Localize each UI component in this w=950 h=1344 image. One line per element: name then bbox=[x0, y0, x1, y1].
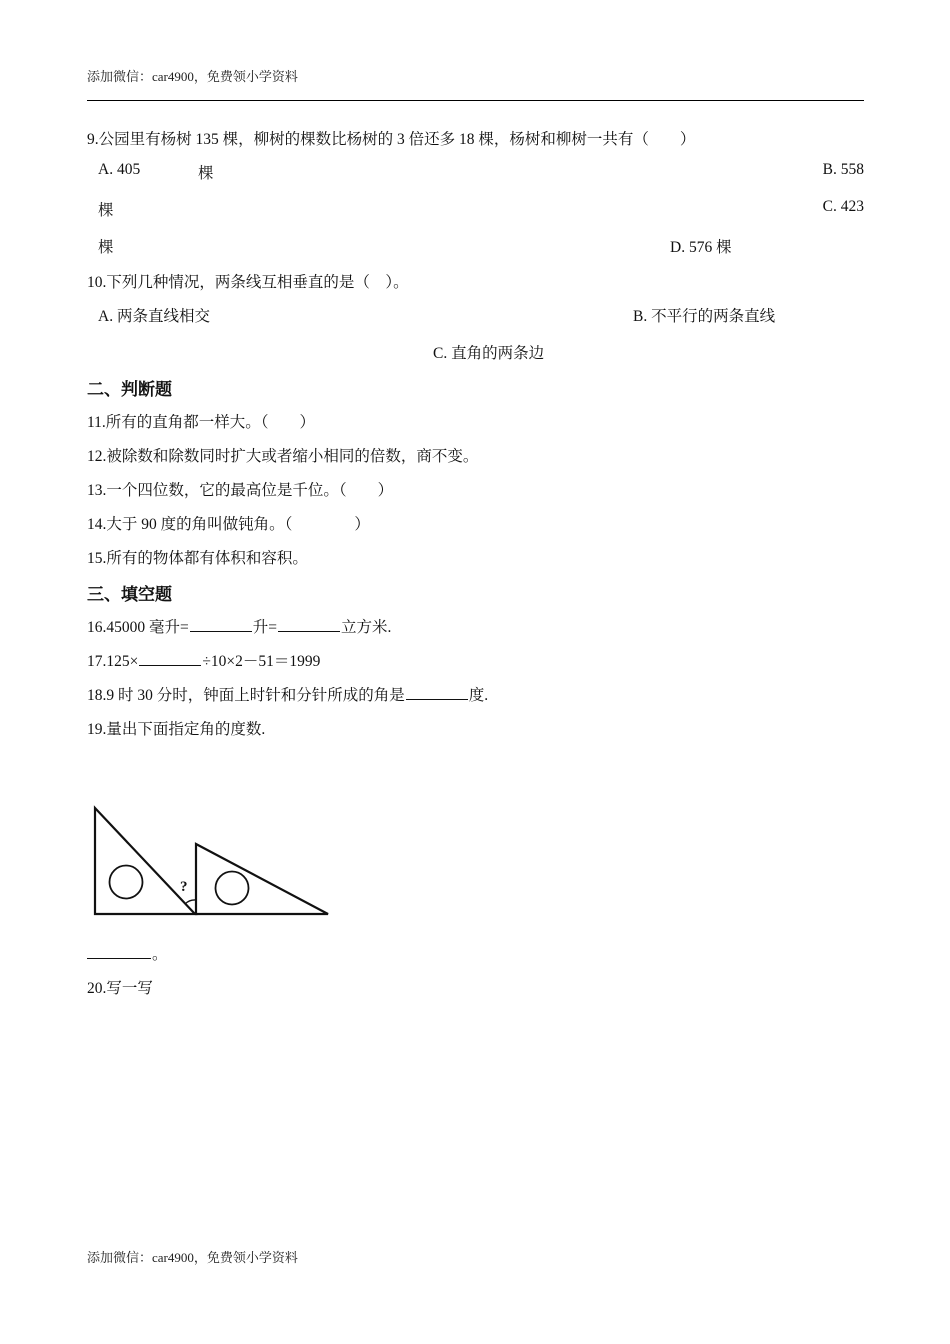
q9-option-b-unit: 棵 bbox=[98, 202, 114, 219]
section-title-judgement: 二、判断题 bbox=[87, 380, 172, 400]
q20-stem: 20.写一写 bbox=[87, 980, 153, 997]
q16-blank-2[interactable] bbox=[278, 630, 340, 632]
q17-text bbox=[87, 649, 320, 671]
right-triangle-hole bbox=[216, 872, 249, 905]
q16-part1: 16.45000 毫升= bbox=[87, 619, 189, 636]
q19-answer-suffix: 。 bbox=[152, 946, 168, 963]
q9-option-c: C. 423 bbox=[822, 198, 864, 215]
q18-blank[interactable] bbox=[406, 698, 468, 700]
right-triangle bbox=[196, 844, 328, 914]
q9-option-b: B. 558 bbox=[822, 161, 864, 178]
q19-stem: 19.量出下面指定角的度数. bbox=[87, 721, 266, 738]
q16-blank-1[interactable] bbox=[190, 630, 252, 632]
q9-option-d: D. 576 棵 bbox=[670, 239, 732, 256]
q15-text: 15.所有的物体都有体积和容积。 bbox=[87, 550, 308, 567]
q17-part1: 17.125× bbox=[87, 653, 139, 670]
left-triangle-hole bbox=[110, 866, 143, 899]
left-triangle bbox=[95, 808, 195, 914]
q16-text bbox=[87, 615, 391, 637]
q19-blank[interactable] bbox=[87, 957, 151, 959]
section-title-fill-blank: 三、填空题 bbox=[87, 585, 172, 605]
q16-part2: 升= bbox=[252, 619, 277, 636]
q12-text: 12.被除数和除数同时扩大或者缩小相同的倍数，商不变。 bbox=[87, 448, 479, 465]
q18-part1: 18.9 时 30 分时，钟面上时针和分针所成的角是 bbox=[87, 687, 405, 704]
q19-answer bbox=[87, 942, 168, 964]
angle-question-mark: ? bbox=[180, 879, 188, 895]
q9-option-a-unit: 棵 bbox=[198, 165, 214, 182]
q11-text: 11.所有的直角都一样大。（ ） bbox=[87, 414, 316, 431]
q17-blank[interactable] bbox=[139, 664, 201, 666]
q14-text: 14.大于 90 度的角叫做钝角。（ ） bbox=[87, 516, 370, 533]
q10-option-a: A. 两条直线相交 bbox=[98, 308, 210, 325]
q10-option-b: B. 不平行的两条直线 bbox=[633, 308, 776, 325]
q17-part2: ÷10×2－51＝1999 bbox=[202, 653, 321, 670]
header-divider bbox=[87, 100, 864, 101]
q9-stem: 9.公园里有杨树 135 棵，柳树的棵数比杨树的 3 倍还多 18 棵，杨树和柳树一共有（ ） bbox=[87, 131, 696, 148]
q9-option-a: A. 405 bbox=[98, 161, 141, 178]
q9-option-c-unit: 棵 bbox=[98, 239, 114, 256]
q10-stem: 10.下列几种情况，两条线互相垂直的是（ ）。 bbox=[87, 274, 409, 291]
q16-part3: 立方米. bbox=[341, 619, 392, 636]
set-square-diagram bbox=[86, 800, 336, 920]
page-header: 添加微信：car4900，免费领小学资料 bbox=[87, 69, 298, 84]
page-footer: 添加微信：car4900，免费领小学资料 bbox=[87, 1250, 298, 1265]
angle-arc bbox=[185, 900, 196, 904]
q18-part2: 度. bbox=[468, 687, 489, 704]
q10-option-c: C. 直角的两条边 bbox=[433, 345, 545, 362]
q18-text bbox=[87, 683, 488, 705]
q13-text: 13.一个四位数，它的最高位是千位。（ ） bbox=[87, 482, 394, 499]
